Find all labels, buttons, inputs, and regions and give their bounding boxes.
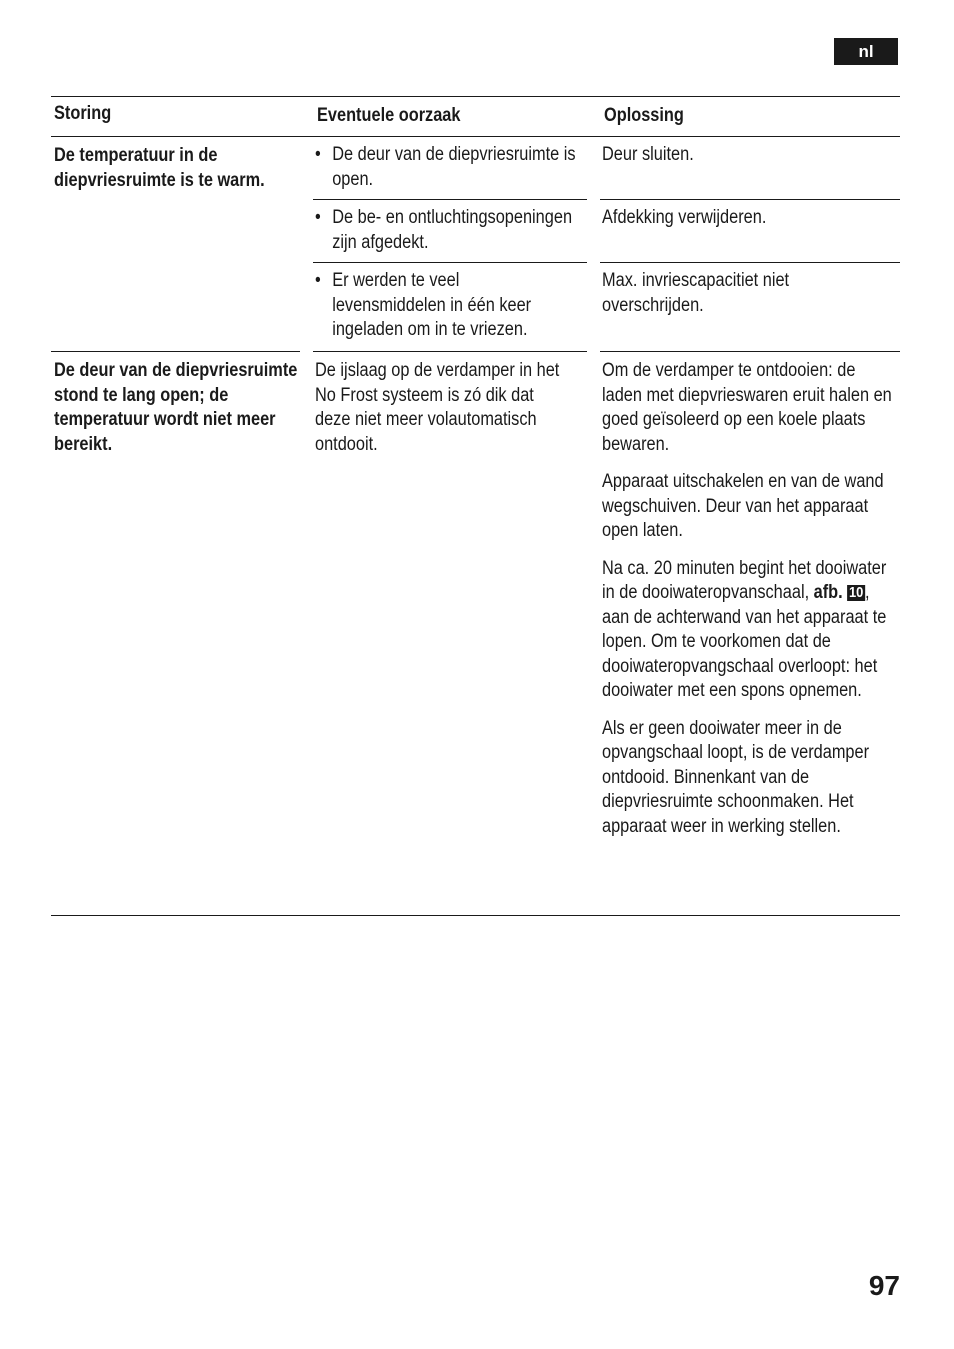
bullet-icon: • (315, 144, 321, 165)
row-divider (600, 199, 900, 200)
row-divider (313, 351, 587, 352)
header-oorzaak: Eventuele oorzaak (317, 105, 461, 126)
bullet-icon: • (315, 270, 321, 291)
cause-item (315, 206, 582, 255)
solution-text-part: Na ca. 20 minuten begint het dooiwater in de dooiwateropvanschaal, (602, 557, 887, 603)
cause-item (315, 143, 582, 192)
row-divider (600, 262, 900, 263)
table-top-rule (51, 96, 900, 97)
row-divider (51, 351, 300, 352)
solution-text: Afdekking verwijderen. (602, 207, 767, 228)
table-bottom-rule (51, 915, 900, 916)
language-badge: nl (834, 38, 898, 65)
row-divider (600, 351, 900, 352)
solution-block (602, 359, 899, 839)
header-storing: Storing (54, 103, 112, 124)
figure-number-badge: 10 (848, 584, 864, 601)
storing-text: De temperatuur in de diepvriesruimte is te warm. (54, 145, 265, 191)
header-bottom-rule (51, 136, 900, 137)
cause-text: Er werden te veel levensmiddelen in één keer ingeladen om in te vriezen. (332, 270, 532, 340)
solution-paragraph: Apparaat uitschakelen en van de wand wegschuiven. Deur van het apparaat open laten. (602, 471, 884, 541)
figure-reference: afb. (813, 582, 843, 603)
solution-paragraph (602, 557, 899, 704)
storing-text: De deur van de diepvriesruimte stond te lang open; de temperatuur wordt niet meer bereikt. (54, 360, 298, 455)
solution-text: Deur sluiten. (602, 144, 694, 165)
cause-text: De deur van de diepvriesruimte is open. (332, 144, 576, 190)
cause-text: De ijslaag op de verdamper in het No Frost systeem is zó dik dat deze niet meer volautomatisch ontdooit. (315, 360, 560, 455)
page-number: 97 (868, 1270, 900, 1301)
solution-paragraph: Om de verdamper te ontdooien: de laden met diepvrieswaren eruit halen en goed geïsoleerd op een koele plaats bewaren. (602, 360, 892, 455)
solution-text-part: , aan de achterwand van het apparaat te lopen. Om te voorkomen dat de dooiwateropvangschaal overloopt: het dooiwater met een spons opnemen. (602, 582, 887, 701)
bullet-icon: • (315, 207, 321, 228)
solution-text: Max. invriescapacitiet niet overschrijden. (602, 270, 790, 316)
row-divider (313, 199, 587, 200)
cause-item (315, 269, 564, 343)
header-oplossing: Oplossing (604, 105, 684, 126)
solution-paragraph: Als er geen dooiwater meer in de opvangschaal loopt, is de verdamper ontdooid. Binnenkant van de diepvriesruimte schoonmaken. Het apparaat weer in werking stellen. (602, 717, 870, 837)
cause-text: De be- en ontluchtingsopeningen zijn afgedekt. (332, 207, 573, 253)
row-divider (313, 262, 587, 263)
